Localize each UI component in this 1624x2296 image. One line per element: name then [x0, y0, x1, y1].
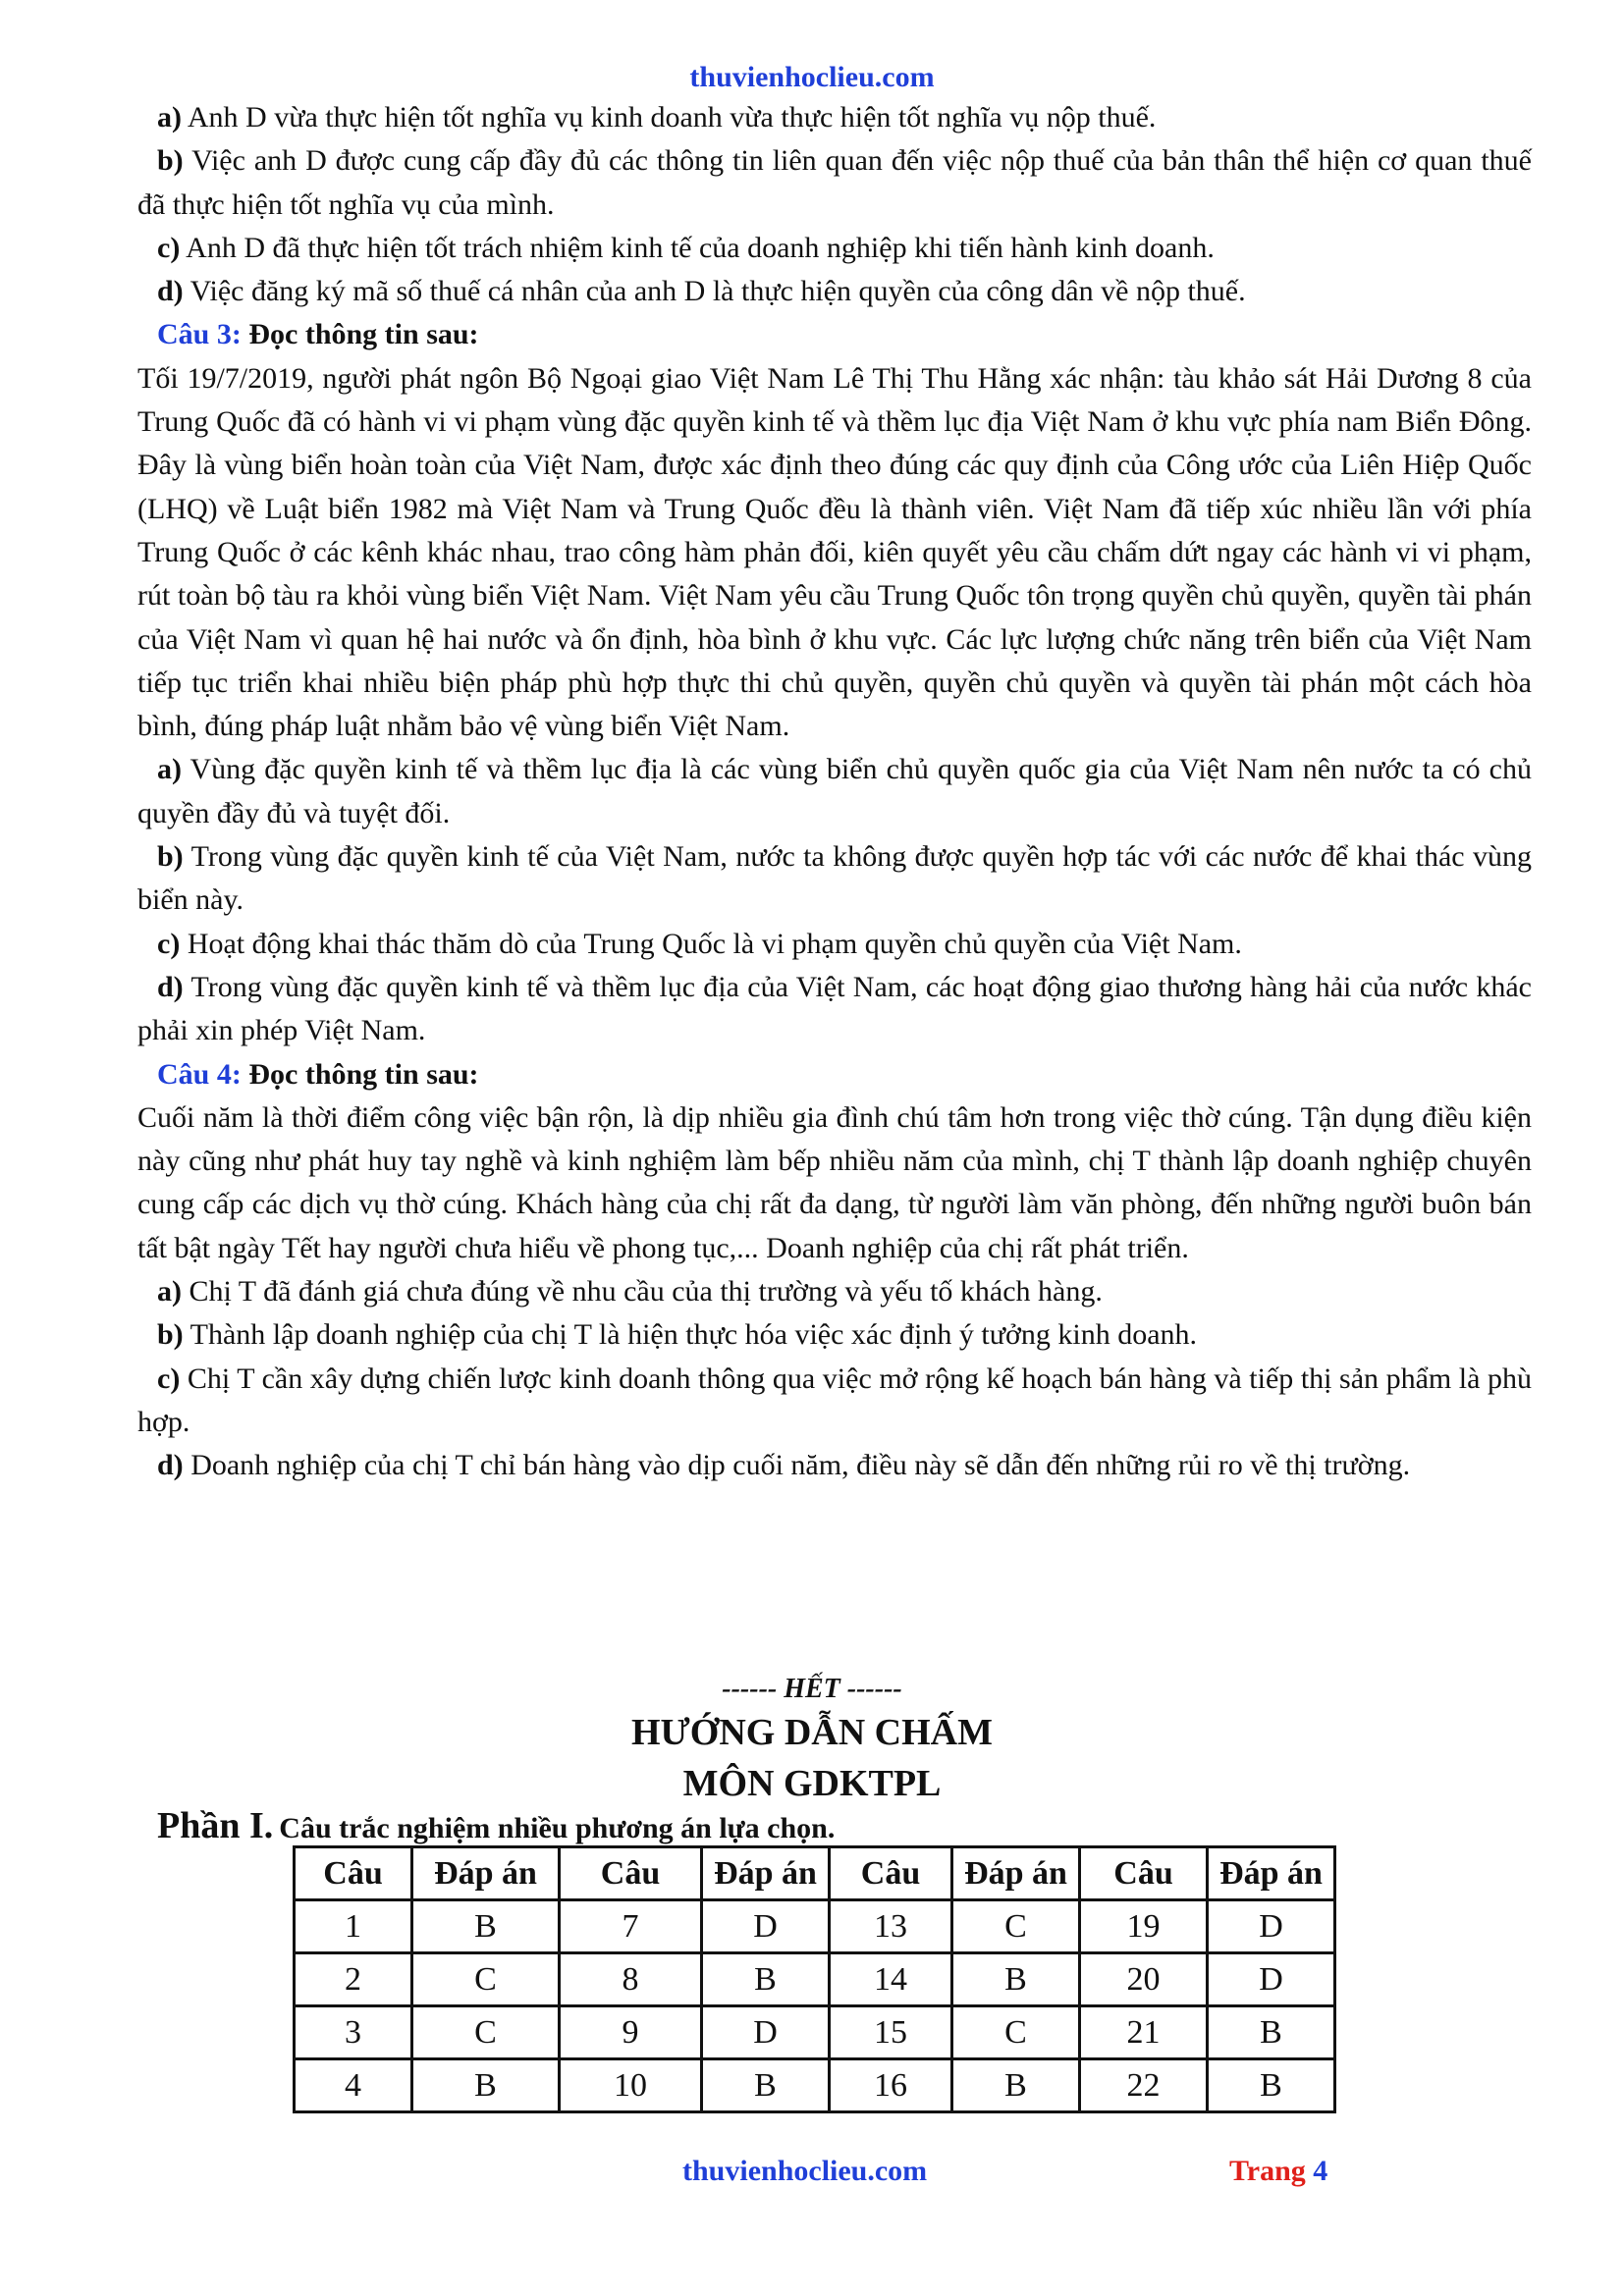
- option-text: Chị T đã đánh giá chưa đúng về nhu cầu của thị trường và yếu tố khách hàng.: [189, 1275, 1103, 1308]
- answer-cell: C: [952, 2006, 1080, 2059]
- footer-site-name: thuvienhoclieu.com: [682, 2155, 928, 2187]
- question-number-cell: 14: [830, 1953, 952, 2006]
- table-header-row: [295, 1847, 1335, 1900]
- header-cell: Câu: [560, 1847, 702, 1900]
- q2-option-d: [137, 270, 1532, 313]
- q3-option-b: [137, 835, 1532, 923]
- q2-option-b: [137, 139, 1532, 227]
- question-number-cell: 19: [1080, 1900, 1208, 1953]
- part-label: Phần I.: [157, 1805, 274, 1846]
- question-number-cell: 3: [295, 2006, 412, 2059]
- header-cell: Đáp án: [412, 1847, 560, 1900]
- end-marker: ------ HẾT ------: [722, 1674, 902, 1704]
- part-1-heading: [157, 1804, 835, 1847]
- answer-cell: C: [412, 1953, 560, 2006]
- option-label: a): [157, 1275, 182, 1308]
- option-text: Anh D đã thực hiện tốt trách nhiệm kinh tế của doanh nghiệp khi tiến hành kinh doanh.: [186, 231, 1215, 264]
- option-label: a): [157, 101, 182, 133]
- question-number-cell: 20: [1080, 1953, 1208, 2006]
- question-number-cell: 2: [295, 1953, 412, 2006]
- q2-option-c: [137, 227, 1532, 270]
- answer-table: [293, 1845, 1336, 2113]
- answer-cell: B: [412, 2059, 560, 2112]
- answer-cell: D: [1208, 1900, 1335, 1953]
- q4-heading: [137, 1053, 1532, 1096]
- page-number: [1229, 2155, 1327, 2188]
- header-cell: Câu: [830, 1847, 952, 1900]
- option-text: Vùng đặc quyền kinh tế và thềm lục địa là các vùng biển chủ quyền quốc gia của Việt Nam nên nước ta có chủ quyền đầy đủ và tuyệt đối.: [137, 753, 1532, 829]
- option-label: b): [157, 1318, 184, 1352]
- exam-content: [137, 96, 1532, 1488]
- option-text: Trong vùng đặc quyền kinh tế và thềm lục địa của Việt Nam, các hoạt động giao thương hàng hải của nước khác phải xin phép Việt Nam.: [137, 970, 1532, 1047]
- question-label: Câu 4:: [157, 1057, 242, 1091]
- part-description: Câu trắc nghiệm nhiều phương án lựa chọn.: [279, 1812, 836, 1844]
- option-label: b): [157, 144, 184, 178]
- option-label: c): [157, 927, 181, 960]
- question-number-cell: 8: [560, 1953, 702, 2006]
- question-number-cell: 10: [560, 2059, 702, 2112]
- q4-option-a: [137, 1270, 1532, 1313]
- answer-guide-heading: [0, 1672, 1624, 1809]
- question-number-cell: 9: [560, 2006, 702, 2059]
- answer-cell: B: [412, 1900, 560, 1953]
- q2-option-a: [137, 96, 1532, 139]
- answer-cell: C: [952, 1900, 1080, 1953]
- option-text: Việc anh D được cung cấp đầy đủ các thông tin liên quan đến việc nộp thuế của bản thân thể hiện cơ quan thuế đã thực hiện tốt nghĩa vụ của mình.: [137, 144, 1532, 221]
- q4-option-b: [137, 1313, 1532, 1357]
- option-label: d): [157, 1449, 184, 1482]
- question-number-cell: 7: [560, 1900, 702, 1953]
- option-text: Anh D vừa thực hiện tốt nghĩa vụ kinh doanh vừa thực hiện tốt nghĩa vụ nộp thuế.: [187, 101, 1157, 133]
- table-row: [295, 1953, 1335, 2006]
- answer-cell: B: [952, 2059, 1080, 2112]
- q3-heading: [137, 313, 1532, 356]
- option-label: c): [157, 1362, 181, 1395]
- question-number-cell: 21: [1080, 2006, 1208, 2059]
- header-site-name: thuvienhoclieu.com: [689, 61, 935, 93]
- answer-cell: B: [1208, 2006, 1335, 2059]
- page-number-value: 4: [1313, 2155, 1328, 2187]
- header-cell: Đáp án: [702, 1847, 830, 1900]
- question-label: Câu 3:: [157, 318, 242, 351]
- answer-cell: C: [412, 2006, 560, 2059]
- option-text: Thành lập doanh nghiệp của chị T là hiện thực hóa việc xác định ý tưởng kinh doanh.: [189, 1318, 1198, 1352]
- answer-cell: D: [702, 1900, 830, 1953]
- q3-option-c: [137, 923, 1532, 966]
- guide-title: HƯỚNG DẪN CHẤM: [631, 1712, 993, 1753]
- table-row: [295, 2006, 1335, 2059]
- answer-cell: D: [702, 2006, 830, 2059]
- question-number-cell: 15: [830, 2006, 952, 2059]
- header-cell: Câu: [1080, 1847, 1208, 1900]
- option-label: c): [157, 231, 181, 264]
- question-title: Đọc thông tin sau:: [248, 1057, 479, 1091]
- answer-cell: B: [1208, 2059, 1335, 2112]
- option-text: Chị T cần xây dựng chiến lược kinh doanh thông qua việc mở rộng kế hoạch bán hàng và tiếp thị sản phẩm là phù hợp.: [137, 1362, 1533, 1438]
- q3-option-a: [137, 748, 1532, 835]
- option-label: d): [157, 970, 184, 1003]
- option-text: Trong vùng đặc quyền kinh tế của Việt Nam, nước ta không được quyền hợp tác với các nước để khai thác vùng biển này.: [137, 840, 1532, 917]
- header-cell: Đáp án: [1208, 1847, 1335, 1900]
- q4-option-d: [137, 1444, 1532, 1487]
- q4-passage: Cuối năm là thời điểm công việc bận rộn, là dịp nhiều gia đình chú tâm hơn trong việc thờ cúng. Tận dụng điều kiện này cũng như phát huy tay nghề và kinh nghiệm làm bếp nhiều năm của mình, chị T thành lập doanh nghiệp chuyên cung cấp các dịch vụ thờ cúng. Khách hàng của chị rất đa dạng, từ người làm văn phòng, đến những người buôn bán tất bật ngày Tết hay người chưa hiểu về phong tục,... Doanh nghiệp của chị rất phát triển.: [137, 1100, 1532, 1264]
- option-label: b): [157, 840, 184, 874]
- answer-cell: B: [702, 2059, 830, 2112]
- answer-cell: B: [952, 1953, 1080, 2006]
- option-text: Hoạt động khai thác thăm dò của Trung Quốc là vi phạm quyền chủ quyền của Việt Nam.: [187, 927, 1242, 960]
- q3-option-d: [137, 966, 1532, 1053]
- option-text: Việc đăng ký mã số thuế cá nhân của anh D là thực hiện quyền của công dân về nộp thuế.: [189, 275, 1246, 308]
- header-cell: Câu: [295, 1847, 412, 1900]
- q3-passage: Tối 19/7/2019, người phát ngôn Bộ Ngoại giao Việt Nam Lê Thị Thu Hằng xác nhận: tàu khảo sát Hải Dương 8 của Trung Quốc đã có hành vi vi phạm vùng đặc quyền kinh tế và thềm lục địa Việt Nam ở khu vực phía nam Biển Đông. Đây là vùng biển hoàn toàn của Việt Nam, được xác định theo đúng các quy định của Công ước của Liên Hiệp Quốc (LHQ) về Luật biển 1982 mà Việt Nam và Trung Quốc đều là thành viên. Việt Nam đã tiếp xúc nhiều lần với phía Trung Quốc ở các kênh khác nhau, trao công hàm phản đối, kiên quyết yêu cầu chấm dứt ngay các hành vi vi phạm, rút toàn bộ tàu ra khỏi vùng biển Việt Nam. Việt Nam yêu cầu Trung Quốc tôn trọng quyền chủ quyền, quyền tài phán của Việt Nam vì quan hệ hai nước và ổn định, hòa bình ở khu vực. Các lực lượng chức năng trên biển của Việt Nam tiếp tục triển khai nhiều biện pháp phù hợp thực thi chủ quyền, quyền chủ quyền và quyền tài phán một cách hòa bình, đúng pháp luật nhằm bảo vệ vùng biển Việt Nam.: [137, 361, 1532, 743]
- option-label: a): [157, 753, 182, 786]
- q4-option-c: [137, 1358, 1532, 1445]
- question-number-cell: 1: [295, 1900, 412, 1953]
- page-label: Trang: [1229, 2155, 1306, 2187]
- table-row: [295, 2059, 1335, 2112]
- subject-title: MÔN GDKTPL: [682, 1763, 942, 1804]
- answer-cell: D: [1208, 1953, 1335, 2006]
- option-text: Doanh nghiệp của chị T chỉ bán hàng vào dịp cuối năm, điều này sẽ dẫn đến những rủi ro về thị trường.: [190, 1449, 1411, 1482]
- header-cell: Đáp án: [952, 1847, 1080, 1900]
- question-number-cell: 16: [830, 2059, 952, 2112]
- question-title: Đọc thông tin sau:: [248, 318, 479, 351]
- question-number-cell: 4: [295, 2059, 412, 2112]
- question-number-cell: 22: [1080, 2059, 1208, 2112]
- table-row: [295, 1900, 1335, 1953]
- answer-cell: B: [702, 1953, 830, 2006]
- option-label: d): [157, 275, 184, 308]
- question-number-cell: 13: [830, 1900, 952, 1953]
